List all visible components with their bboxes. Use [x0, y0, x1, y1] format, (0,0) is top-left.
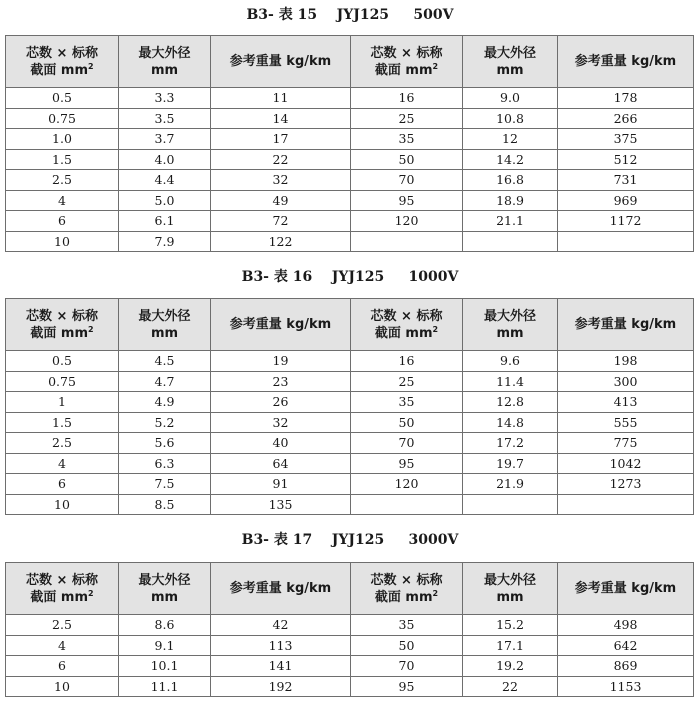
table-cell: 869 — [558, 656, 694, 677]
table-cell: 4.5 — [119, 351, 211, 372]
table-row — [6, 129, 694, 150]
table-cell: 95 — [351, 190, 463, 211]
table-row — [6, 392, 694, 413]
table-cell: 6.1 — [119, 211, 211, 232]
table-cell: 10 — [6, 676, 119, 697]
table-row — [6, 676, 694, 697]
table-cell: 49 — [211, 190, 351, 211]
table-cell: 8.5 — [119, 494, 211, 515]
spec-table — [5, 562, 694, 697]
header-cores-superscript: 2 — [88, 324, 94, 334]
table-cell: 4.0 — [119, 149, 211, 170]
table-cell: 12.8 — [463, 392, 558, 413]
table-cell: 25 — [351, 108, 463, 129]
table-cell — [558, 494, 694, 515]
table-header-row — [6, 36, 694, 88]
table-cell: 14.8 — [463, 412, 558, 433]
table-cell: 1.5 — [6, 149, 119, 170]
header-cores-section — [6, 299, 119, 351]
table-cell: 1 — [6, 392, 119, 413]
table-cell: 17 — [211, 129, 351, 150]
table-cell: 10 — [6, 494, 119, 515]
table-cell: 4 — [6, 635, 119, 656]
header-cores-line2 — [6, 62, 118, 79]
header-max-diameter — [119, 563, 211, 615]
table-cell: 16 — [351, 351, 463, 372]
table-row — [6, 211, 694, 232]
table-cell: 17.1 — [463, 635, 558, 656]
header-cores-line1: 芯数 × 标称 — [370, 572, 443, 588]
table-cell: 10.8 — [463, 108, 558, 129]
table-row — [6, 635, 694, 656]
table-cell: 70 — [351, 433, 463, 454]
table-cell: 642 — [558, 635, 694, 656]
header-diameter-line1: 最大外径 — [483, 572, 536, 588]
table-cell: 50 — [351, 412, 463, 433]
header-cores-line2 — [351, 325, 462, 342]
table-cell: 969 — [558, 190, 694, 211]
table-cell: 19.2 — [463, 656, 558, 677]
header-diameter-line2: mm — [150, 589, 179, 605]
header-reference-weight: 参考重量 kg/km — [558, 299, 694, 351]
header-max-diameter — [119, 36, 211, 88]
table-cell: 14.2 — [463, 149, 558, 170]
table-row — [6, 494, 694, 515]
table-cell: 16 — [351, 88, 463, 109]
table-cell: 1273 — [558, 474, 694, 495]
table-cell: 3.5 — [119, 108, 211, 129]
table-cell: 4.7 — [119, 371, 211, 392]
table-cell: 2.5 — [6, 170, 119, 191]
table-cell: 10 — [6, 231, 119, 252]
table-cell: 18.9 — [463, 190, 558, 211]
header-max-diameter — [463, 36, 558, 88]
table-caption: B3- 表 17 JYJ125 3000V — [241, 532, 459, 548]
table-cell: 4.9 — [119, 392, 211, 413]
header-cores-superscript: 2 — [432, 61, 439, 71]
table-row — [6, 231, 694, 252]
header-reference-weight: 参考重量 kg/km — [211, 36, 351, 88]
header-diameter-line1: 最大外径 — [483, 308, 536, 324]
table-caption: B3- 表 16 JYJ125 1000V — [241, 269, 459, 285]
spec-table — [5, 35, 694, 252]
header-cores-line2 — [6, 589, 118, 606]
table-cell: 9.1 — [119, 635, 211, 656]
table-cell: 17.2 — [463, 433, 558, 454]
header-diameter-line1: 最大外径 — [138, 45, 191, 61]
table-row — [6, 412, 694, 433]
table-cell: 70 — [351, 656, 463, 677]
table-cell: 3.7 — [119, 129, 211, 150]
table-cell — [351, 231, 463, 252]
table-cell: 113 — [211, 635, 351, 656]
header-reference-weight: 参考重量 kg/km — [558, 36, 694, 88]
table-cell: 26 — [211, 392, 351, 413]
header-diameter-line2: mm — [150, 62, 179, 78]
table-cell: 72 — [211, 211, 351, 232]
table-cell: 1042 — [558, 453, 694, 474]
header-cores-line2 — [6, 325, 118, 342]
header-cores-unit: 截面 mm — [374, 589, 433, 605]
table-cell: 0.75 — [6, 371, 119, 392]
table-cell: 0.75 — [6, 108, 119, 129]
table-cell: 19.7 — [463, 453, 558, 474]
header-cores-unit: 截面 mm — [30, 325, 89, 341]
table-header-row — [6, 563, 694, 615]
table-cell — [351, 494, 463, 515]
table-row — [6, 88, 694, 109]
table-cell: 5.6 — [119, 433, 211, 454]
table-row — [6, 108, 694, 129]
table-cell: 2.5 — [6, 615, 119, 636]
table-cell: 14 — [211, 108, 351, 129]
table-cell: 16.8 — [463, 170, 558, 191]
table-cell: 10.1 — [119, 656, 211, 677]
table-cell: 8.6 — [119, 615, 211, 636]
header-diameter-line2: mm — [496, 325, 524, 341]
table-cell: 4.4 — [119, 170, 211, 191]
table-row — [6, 433, 694, 454]
header-reference-weight: 参考重量 kg/km — [558, 563, 694, 615]
header-diameter-line2: mm — [496, 62, 524, 78]
table-cell: 512 — [558, 149, 694, 170]
header-max-diameter — [463, 299, 558, 351]
table-cell: 3.3 — [119, 88, 211, 109]
table-cell: 9.0 — [463, 88, 558, 109]
table-cell: 12 — [463, 129, 558, 150]
header-diameter-line1: 最大外径 — [138, 572, 191, 588]
header-cores-unit: 截面 mm — [30, 589, 89, 605]
table-row — [6, 149, 694, 170]
table-cell: 731 — [558, 170, 694, 191]
table-cell: 32 — [211, 170, 351, 191]
header-cores-unit: 截面 mm — [374, 325, 433, 341]
table-cell: 11.1 — [119, 676, 211, 697]
table-cell: 21.1 — [463, 211, 558, 232]
header-cores-line1: 芯数 × 标称 — [26, 308, 98, 324]
table-cell: 95 — [351, 453, 463, 474]
table-row — [6, 656, 694, 677]
spec-table — [5, 298, 694, 515]
table-cell: 178 — [558, 88, 694, 109]
header-cores-section — [351, 563, 463, 615]
table-cell: 266 — [558, 108, 694, 129]
table-cell: 35 — [351, 392, 463, 413]
table-cell: 7.5 — [119, 474, 211, 495]
table-cell: 35 — [351, 129, 463, 150]
table-cell: 23 — [211, 371, 351, 392]
table-cell: 555 — [558, 412, 694, 433]
table-cell: 25 — [351, 371, 463, 392]
header-diameter-line1: 最大外径 — [483, 45, 536, 61]
table-cell: 6 — [6, 474, 119, 495]
header-cores-unit: 截面 mm — [374, 62, 433, 78]
table-cell: 64 — [211, 453, 351, 474]
table-cell: 300 — [558, 371, 694, 392]
table-cell: 141 — [211, 656, 351, 677]
header-max-diameter — [119, 299, 211, 351]
table-header-row — [6, 299, 694, 351]
table-cell: 9.6 — [463, 351, 558, 372]
header-cores-section — [351, 36, 463, 88]
table-cell: 5.0 — [119, 190, 211, 211]
table-row — [6, 351, 694, 372]
header-diameter-line1: 最大外径 — [138, 308, 191, 324]
header-diameter-line2: mm — [496, 589, 524, 605]
table-cell: 7.9 — [119, 231, 211, 252]
table-cell: 50 — [351, 635, 463, 656]
header-cores-line1: 芯数 × 标称 — [370, 45, 443, 61]
table-row — [6, 453, 694, 474]
header-cores-line2 — [351, 589, 462, 606]
header-cores-superscript: 2 — [432, 588, 439, 598]
header-cores-section — [6, 36, 119, 88]
table-cell: 1.0 — [6, 129, 119, 150]
header-cores-unit: 截面 mm — [30, 62, 89, 78]
table-cell: 5.2 — [119, 412, 211, 433]
table-cell: 1153 — [558, 676, 694, 697]
table-cell: 32 — [211, 412, 351, 433]
table-cell: 22 — [463, 676, 558, 697]
table-cell: 1172 — [558, 211, 694, 232]
table-cell: 42 — [211, 615, 351, 636]
header-cores-line1: 芯数 × 标称 — [370, 308, 443, 324]
table-cell: 19 — [211, 351, 351, 372]
table-cell: 0.5 — [6, 351, 119, 372]
table-cell: 375 — [558, 129, 694, 150]
header-reference-weight: 参考重量 kg/km — [211, 563, 351, 615]
header-reference-weight: 参考重量 kg/km — [211, 299, 351, 351]
table-cell: 120 — [351, 211, 463, 232]
table-row — [6, 190, 694, 211]
table-cell: 498 — [558, 615, 694, 636]
table-cell: 21.9 — [463, 474, 558, 495]
header-cores-superscript: 2 — [88, 588, 94, 598]
table-cell: 50 — [351, 149, 463, 170]
table-cell: 4 — [6, 190, 119, 211]
header-max-diameter — [463, 563, 558, 615]
table-cell: 6 — [6, 211, 119, 232]
table-row — [6, 474, 694, 495]
header-cores-superscript: 2 — [88, 61, 94, 71]
table-cell — [463, 494, 558, 515]
header-cores-superscript: 2 — [432, 324, 439, 334]
table-cell: 4 — [6, 453, 119, 474]
table-row — [6, 615, 694, 636]
table-cell: 70 — [351, 170, 463, 191]
header-cores-section — [6, 563, 119, 615]
table-cell: 775 — [558, 433, 694, 454]
table-cell: 122 — [211, 231, 351, 252]
table-cell — [558, 231, 694, 252]
table-cell: 40 — [211, 433, 351, 454]
table-cell: 11.4 — [463, 371, 558, 392]
header-cores-section — [351, 299, 463, 351]
header-cores-line2 — [351, 62, 462, 79]
table-cell: 1.5 — [6, 412, 119, 433]
table-cell: 35 — [351, 615, 463, 636]
header-cores-line1: 芯数 × 标称 — [26, 572, 98, 588]
table-cell: 11 — [211, 88, 351, 109]
table-row — [6, 170, 694, 191]
header-cores-line1: 芯数 × 标称 — [26, 45, 98, 61]
table-cell: 2.5 — [6, 433, 119, 454]
table-cell: 192 — [211, 676, 351, 697]
table-cell: 413 — [558, 392, 694, 413]
table-row — [6, 371, 694, 392]
table-cell: 120 — [351, 474, 463, 495]
header-diameter-line2: mm — [150, 325, 179, 341]
table-cell: 6 — [6, 656, 119, 677]
table-cell: 22 — [211, 149, 351, 170]
table-caption: B3- 表 15 JYJ125 500V — [246, 7, 454, 23]
table-cell: 91 — [211, 474, 351, 495]
table-cell: 95 — [351, 676, 463, 697]
table-cell: 135 — [211, 494, 351, 515]
table-cell: 15.2 — [463, 615, 558, 636]
table-cell: 0.5 — [6, 88, 119, 109]
table-cell: 198 — [558, 351, 694, 372]
table-cell — [463, 231, 558, 252]
table-cell: 6.3 — [119, 453, 211, 474]
